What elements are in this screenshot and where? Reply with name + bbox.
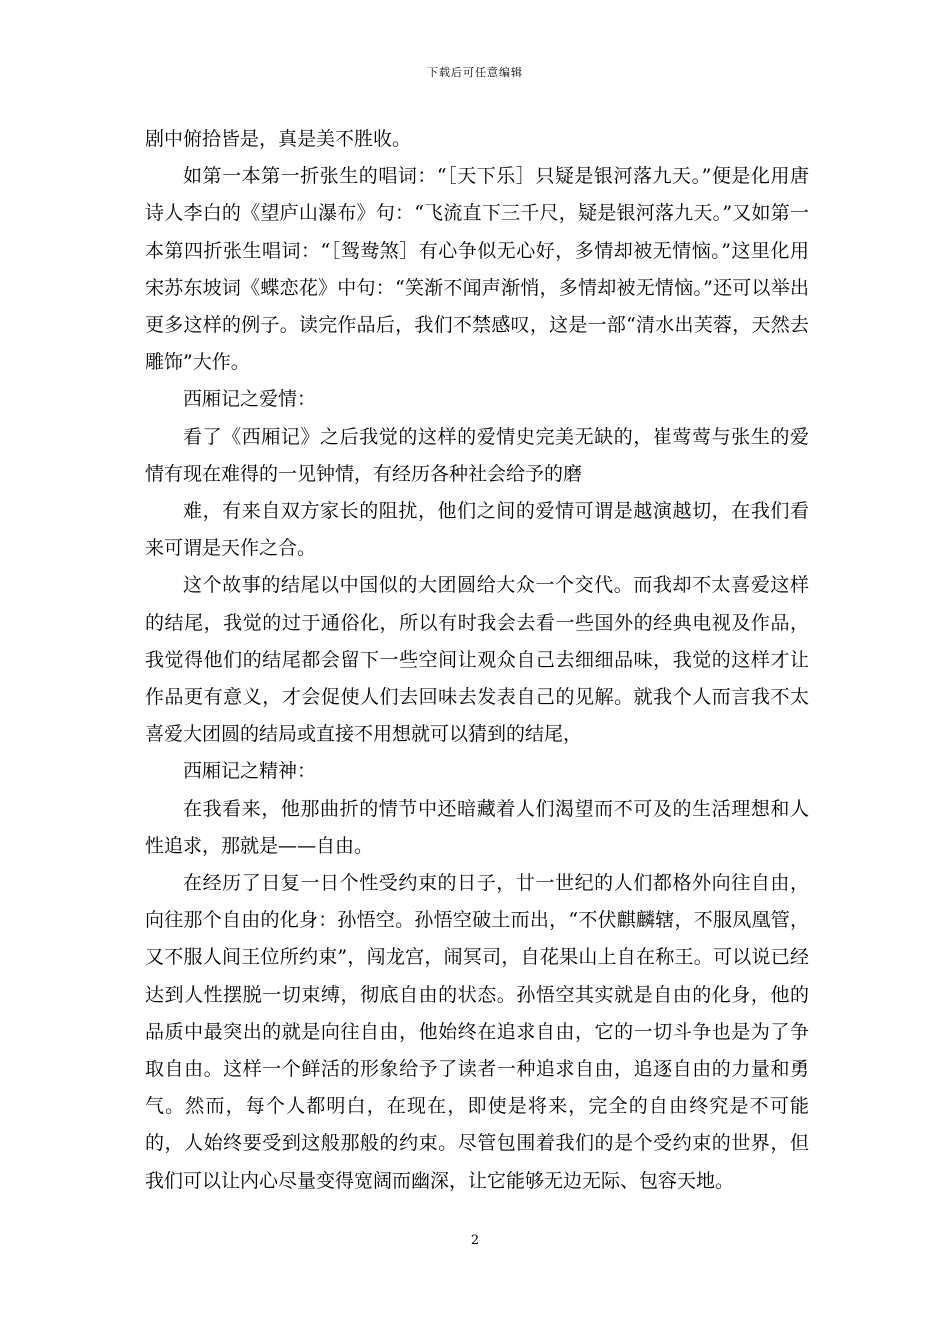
paragraph: 剧中俯拾皆是，真是美不胜收。 — [145, 128, 412, 150]
section-heading: 西厢记之爱情： — [183, 388, 317, 411]
paragraph: 在经历了日复一日个性受约束的日子，廿一世纪的人们都格外向往自由，向往那个自由的化身：孙悟空。孙悟空破土而出，“不伏麒麟辖，不服凤凰管，又不服人间王位所约束”，闯龙宫，闹冥司，自花果山上自在称王。可以说已经达到人性摆脱一切束缚，彻底自由的状态。孙悟空其实就是自由的化身，他的品质中最突出的就是向往自由，他始终在追求自由，它的一切斗争也是为了争取自由。这样一个鲜活的形象给予了读者一种追求自由，追逐自由的力量和勇气。然而，每个人都明白，在现在，即使是将来，完全的自由终究是不可能的，人始终要受到这般那般的约束。尽管包围着我们的是个受约束的世界，但我们可以让内心尽量变得宽阔而幽深，让它能够无边无际、包容天地。 — [145, 872, 809, 1192]
page-number: 2 — [470, 1233, 480, 1248]
section-heading: 西厢记之精神： — [183, 760, 317, 783]
page-header: 下载后可任意编辑 — [427, 66, 523, 79]
paragraph: 看了《西厢记》之后我觉的这样的爱情史完美无缺的，崔莺莺与张生的爱情有现在难得的一见钟情，有经历各种社会给予的磨 — [145, 425, 809, 485]
paragraph: 在我看来，他那曲折的情节中还暗藏着人们渴望而不可及的生活理想和人性追求，那就是——自由。 — [145, 797, 809, 857]
paragraph: 如第一本第一折张生的唱词：“［天下乐］只疑是银河落九天。”便是化用唐诗人李白的《望庐山瀑布》句：“飞流直下三千尺，疑是银河落九天。”又如第一本第四折张生唱词：“［鸳鸯煞］有心争似无心好，多情却被无情恼。”这里化用宋苏东坡词《蝶恋花》中句：“笑渐不闻声渐悄，多情却被无情恼。”还可以举出更多这样的例子。读完作品后，我们不禁感叹，这是一部“清水出芙蓉，天然去雕饰”大作。 — [145, 165, 809, 374]
paragraph: 这个故事的结尾以中国似的大团圆给大众一个交代。而我却不太喜爱这样的结尾，我觉的过于通俗化，所以有时我会去看一些国外的经典电视及作品，我觉得他们的结尾都会留下一些空间让观众自己去细细品味，我觉的这样才让作品更有意义，才会促使人们去回味去发表自己的见解。就我个人而言我不太喜爱大团圆的结局或直接不用想就可以猜到的结尾， — [145, 574, 809, 746]
paragraph: 难，有来自双方家长的阻扰，他们之间的爱情可谓是越演越切，在我们看来可谓是天作之合。 — [145, 500, 809, 560]
document-body — [145, 121, 809, 1200]
